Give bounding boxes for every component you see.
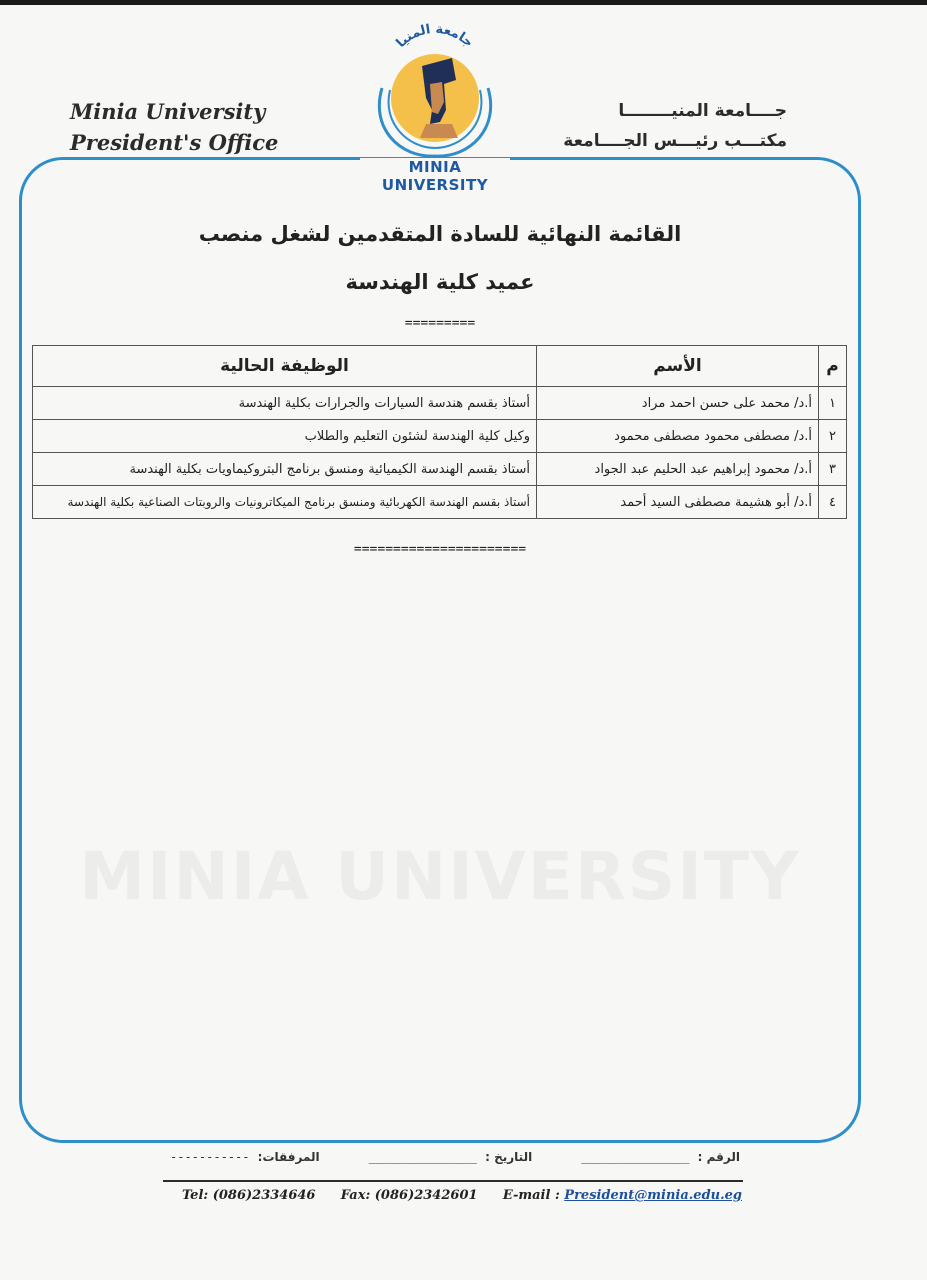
page-border-frame <box>19 157 861 1143</box>
university-logo <box>360 18 510 194</box>
row-number: ٢ <box>819 420 847 453</box>
reference-number-field <box>581 1150 740 1164</box>
row-number: ٤ <box>819 486 847 519</box>
document-subtitle: عميد كلية الهندسة <box>345 270 535 294</box>
reference-value: _______________ <box>581 1150 690 1164</box>
candidate-name: أ.د/ أبو هشيمة مصطفى السيد أحمد <box>537 486 819 519</box>
watermark: MINIA UNIVERSITY <box>79 838 801 915</box>
logo-arc-text: جامعة المنيا <box>393 21 477 51</box>
header-english <box>70 96 278 158</box>
candidate-position: أستاذ بقسم الهندسة الكيميائية ومنسق برنامج البتروكيماويات بكلية الهندسة <box>33 453 537 486</box>
top-edge-line <box>0 0 927 5</box>
candidate-name: أ.د/ محمد على حسن احمد مراد <box>537 387 819 420</box>
row-number: ١ <box>819 387 847 420</box>
column-header-number: م <box>819 346 847 387</box>
fax: Fax: (086)2342601 <box>340 1188 478 1203</box>
attachments-value: ----------- <box>170 1150 250 1164</box>
table-header-row <box>33 346 847 387</box>
telephone: Tel: (086)2334646 <box>182 1188 316 1203</box>
candidate-position: وكيل كلية الهندسة لشئون التعليم والطلاب <box>33 420 537 453</box>
email-link[interactable]: President@minia.edu.eg <box>564 1188 742 1203</box>
candidate-position: أستاذ بقسم هندسة السيارات والجرارات بكلية الهندسة <box>33 387 537 420</box>
logo-emblem-icon <box>360 18 510 168</box>
footer-rule <box>163 1180 743 1182</box>
table-row <box>33 486 847 519</box>
email-label: E-mail : <box>502 1188 560 1203</box>
university-name-ar: جــــامعة المنيــــــــا <box>618 101 787 121</box>
attachments-field <box>170 1150 320 1164</box>
office-name-ar: مكتـــب رئيـــس الجــــامعة <box>563 131 787 151</box>
candidates-table <box>32 345 847 519</box>
date-field <box>369 1150 533 1164</box>
office-name-en: President's Office <box>70 130 279 155</box>
reference-fields <box>170 1150 740 1164</box>
header-arabic <box>563 96 787 156</box>
separator-long: ====================== <box>353 542 527 557</box>
reference-label: الرقم : <box>697 1150 740 1164</box>
university-name-en: Minia University <box>70 99 266 124</box>
candidate-name: أ.د/ محمود إبراهيم عبد الحليم عبد الجواد <box>537 453 819 486</box>
table-row <box>33 453 847 486</box>
table-row <box>33 387 847 420</box>
email-block <box>503 1188 742 1203</box>
candidate-position: أستاذ بقسم الهندسة الكهربائية ومنسق برنامج الميكاترونيات والروبتات الصناعية بكلية الهندسة <box>33 486 537 519</box>
separator-short: ========= <box>404 316 476 331</box>
column-header-position: الوظيفة الحالية <box>33 346 537 387</box>
date-label: التاريخ : <box>485 1150 533 1164</box>
row-number: ٣ <box>819 453 847 486</box>
logo-caption: MINIA UNIVERSITY <box>360 158 510 194</box>
contact-footer <box>182 1188 742 1203</box>
date-value: _______________ <box>368 1150 477 1164</box>
document-title: القائمة النهائية للسادة المتقدمين لشغل منصب <box>198 222 682 246</box>
table-row <box>33 420 847 453</box>
attachments-label: المرفقات: <box>257 1150 320 1164</box>
column-header-name: الأسم <box>537 346 819 387</box>
candidate-name: أ.د/ مصطفى محمود مصطفى محمود <box>537 420 819 453</box>
svg-text:جامعة المنيا <box>394 22 477 51</box>
